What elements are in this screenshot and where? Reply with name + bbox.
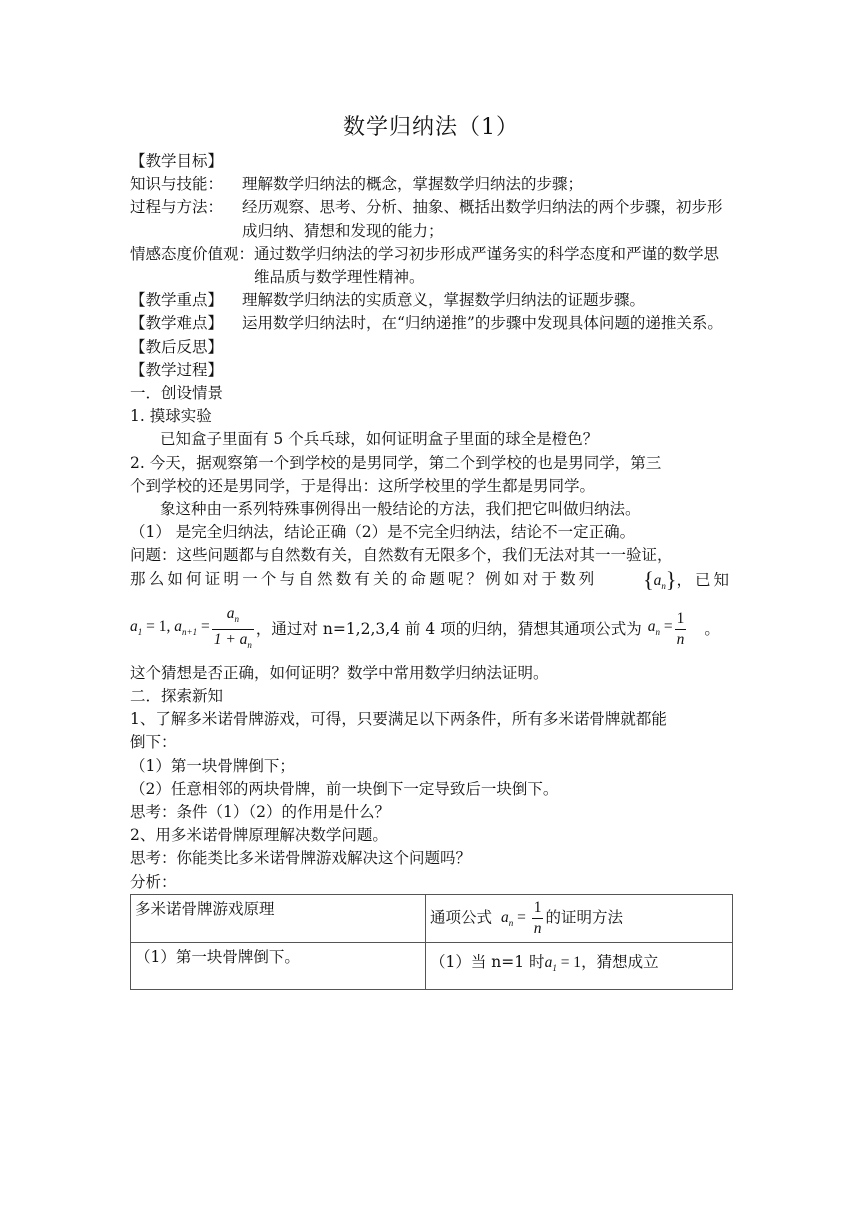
frac-den-sub: n (247, 640, 252, 651)
formula-an-sub: n (655, 627, 660, 638)
formula-eq3: = (659, 618, 673, 636)
brace-left: { (643, 566, 654, 592)
knowledge-text: 理解数学归纳法的概念，掌握数学归纳法的步骤； (242, 175, 584, 194)
think-1: 思考：条件（1）（2）的作用是什么？ (130, 803, 390, 822)
item-2-line-2: 个到学校的还是男同学，于是得出：这所学校里的学生都是男同学。 (130, 476, 596, 495)
formula-an: a (647, 618, 656, 636)
reflection-header: 【教后反思】 (130, 337, 224, 356)
frac-num-sub: n (234, 614, 239, 625)
proof-1-pre: （1）当 n=1 时 (430, 953, 545, 972)
seq-a: a (653, 571, 662, 589)
item-1-title: 1. 摸球实验 (130, 407, 212, 426)
difficult-point-row (130, 312, 732, 335)
key-point-text: 理解数学归纳法的实质意义，掌握数学归纳法的证题步骤。 (242, 291, 646, 310)
domino-line-1: 1、了解多米诺骨牌游戏，可得，只要满足以下两条件，所有多米诺骨牌就都能 (130, 710, 667, 729)
induction-types: （1） 是完全归纳法，结论正确（2）是不完全归纳法，结论不一定正确。 (130, 523, 636, 542)
process-row (130, 196, 732, 242)
seq-sub: n (661, 580, 666, 591)
proof-1-a: a (544, 954, 553, 972)
process-label: 过程与方法： (130, 198, 224, 217)
key-point-row (130, 289, 732, 312)
item-2-line-1: 2. 今天，据观察第一个到学校的是男同学，第二个到学校的也是男同学，第三 (130, 453, 662, 472)
table-row (131, 942, 733, 989)
formula-end: 。 (704, 620, 720, 639)
formula-a1-sub: 1 (137, 627, 143, 638)
header-formula-pre: 通项公式 (430, 908, 493, 927)
knowledge-row (130, 173, 732, 196)
knowledge-label: 知识与技能： (130, 175, 224, 194)
think-2: 思考：你能类比多米诺骨牌游戏解决这个问题吗？ (130, 849, 472, 868)
table-header-domino: 多米诺骨牌游戏原理 (131, 894, 426, 942)
formula-general (648, 615, 673, 644)
formula-mid-text: ，通过对 n=1,2,3,4 前 4 项的归纳，猜想其通项公式为 (255, 620, 642, 639)
emotion-row (130, 243, 732, 289)
formula-eq2: = (197, 618, 210, 636)
induction-definition: 象这种由一系列特殊事例得出一般结论的方法，我们把它叫做归纳法。 (160, 500, 641, 519)
conclusion-text: 这个猜想是否正确，如何证明？数学中常用数学归纳法证明。 (130, 663, 549, 682)
recurrence-fraction (212, 604, 254, 655)
page-title: 数学归纳法（1） (343, 115, 519, 140)
condition-2: （2）任意相邻的两块骨牌，前一块倒下一定导致后一块倒下。 (130, 779, 559, 798)
section-1-heading: 一．创设情景 (130, 384, 224, 403)
frac-num: a (226, 605, 235, 623)
header-frac-den: n (533, 919, 542, 937)
header-formula-eq: = (513, 909, 530, 927)
condition-1: （1）第一块骨牌倒下； (130, 756, 295, 775)
objectives-header: 【教学目标】 (130, 152, 224, 170)
frac-den: 1 + a (213, 631, 248, 649)
header-formula-post: 的证明方法 (545, 908, 623, 927)
emotion-label: 情感态度价值观： (130, 244, 255, 263)
header-fraction (532, 898, 544, 939)
sequence-notation (643, 568, 732, 598)
analysis-label: 分析： (130, 872, 177, 891)
gfrac-num: 1 (675, 609, 687, 630)
brace-right: } (665, 566, 677, 592)
formula-lhs (130, 615, 210, 644)
emotion-text: 通过数学归纳法的学习初步形成严谨务实的科学态度和严谨的数学思维品质与数学理性精神。 (254, 244, 720, 287)
proof-1-post: ，猜想成立 (581, 953, 659, 972)
process-header: 【教学过程】 (130, 360, 224, 379)
domino-line-2: 倒下： (130, 733, 177, 752)
header-frac-num: 1 (532, 898, 544, 919)
document-page (130, 108, 732, 990)
question-line-2-text: 那么如何证明一个与自然数有关的命题呢？例如对于数列 (130, 569, 598, 588)
process-text: 经历观察、思考、分析、抽象、概括出数学归纳法的两个步骤，初步形成归纳、猜想和发现的能力； (242, 198, 723, 240)
gfrac-den: n (676, 631, 685, 649)
table-cell-proof-1 (426, 942, 733, 989)
table-cell-domino-1: （1）第一块骨牌倒下。 (131, 942, 426, 989)
analysis-table (130, 894, 733, 990)
question-line-2-end: ，已知 (676, 570, 732, 589)
question-line-2 (130, 568, 732, 598)
table-header-row (131, 894, 733, 942)
apply-heading: 2、用多米诺骨牌原理解决数学问题。 (130, 826, 388, 845)
key-point-label: 【教学重点】 (130, 291, 224, 310)
formula-eq1: = 1, (142, 618, 175, 636)
difficult-point-text: 运用数学归纳法时，在“归纳递推”的步骤中发现具体问题的递推关系。 (242, 314, 723, 333)
proof-1-eq: = 1 (556, 954, 582, 972)
table-header-formula (426, 894, 733, 942)
question-line-1: 问题：这些问题都与自然数有关，自然数有无限多个，我们无法对其一一验证， (130, 546, 673, 565)
header-formula-a: a (500, 909, 509, 927)
formula-an1-sub: n+1 (182, 627, 198, 638)
section-2-heading: 二．探索新知 (130, 687, 224, 706)
recurrence-formula (130, 598, 732, 662)
difficult-point-label: 【教学难点】 (130, 314, 224, 333)
item-1-text: 已知盒子里面有 5 个兵乓球，如何证明盒子里面的球全是橙色？ (160, 430, 599, 449)
formula-an1: a (174, 618, 182, 636)
header-formula-sub: n (508, 918, 514, 929)
general-fraction (675, 609, 687, 650)
proof-1-sub: 1 (552, 963, 557, 974)
formula-a1: a (130, 618, 138, 636)
